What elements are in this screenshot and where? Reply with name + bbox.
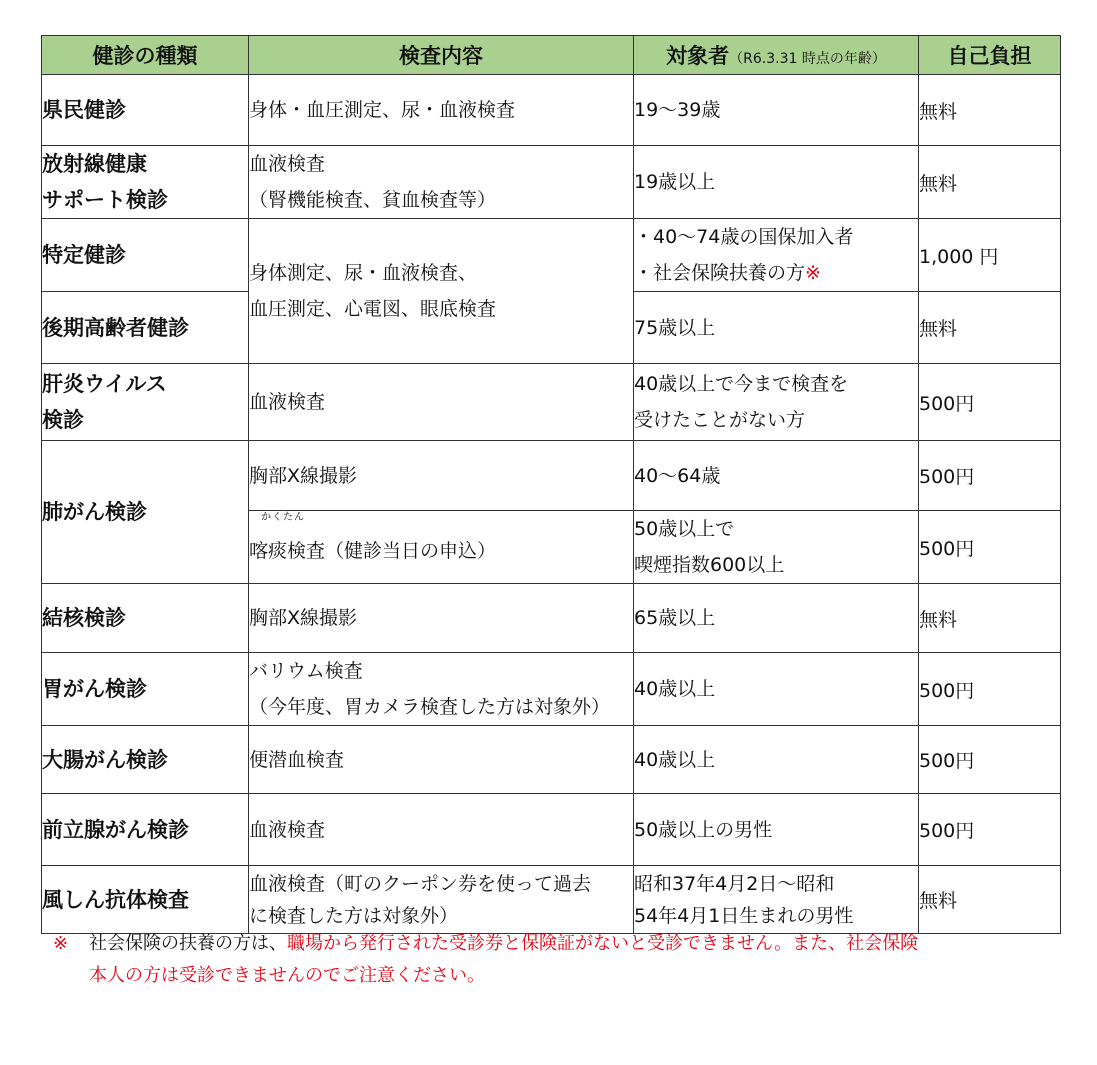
exam-target: 19～39歳	[634, 75, 919, 146]
exam-fee: 無料	[919, 146, 1061, 219]
exam-content: 身体・血圧測定、尿・血液検査	[249, 75, 634, 146]
note-mark: ※	[805, 262, 821, 284]
table-row	[42, 726, 1061, 794]
footnote	[53, 928, 1053, 992]
exam-target: 50歳以上で 喫煙指数600以上	[634, 511, 919, 584]
exam-target: 50歳以上の男性	[634, 794, 919, 866]
ruby-kakutan: かくたん	[261, 512, 305, 523]
header-target-label: 対象者	[666, 44, 730, 68]
table-row	[42, 441, 1061, 511]
exam-target: 40歳以上	[634, 726, 919, 794]
exam-target: 19歳以上	[634, 146, 919, 219]
header-row	[42, 36, 1061, 75]
table-row	[42, 75, 1061, 146]
exam-fee: 500円	[919, 441, 1061, 511]
exam-content-shared: 身体測定、尿・血液検査、 血圧測定、心電図、眼底検査	[249, 219, 634, 364]
table-row	[42, 653, 1061, 726]
header-target	[634, 36, 919, 75]
exam-content: 胸部X線撮影	[249, 584, 634, 653]
exam-fee: 500円	[919, 653, 1061, 726]
table-row	[42, 219, 1061, 292]
exam-content: 血液検査	[249, 794, 634, 866]
exam-name: 肺がん検診	[42, 441, 249, 584]
exam-target: ・40～74歳の国保加入者 ・社会保険扶養の方※	[634, 219, 919, 292]
exam-fee: 無料	[919, 75, 1061, 146]
header-content: 検査内容	[249, 36, 634, 75]
exam-content: かくたん 喀痰検査（健診当日の申込）	[249, 511, 634, 584]
exam-fee: 無料	[919, 584, 1061, 653]
table-row	[42, 146, 1061, 219]
table-row	[42, 794, 1061, 866]
exam-fee: 500円	[919, 726, 1061, 794]
header-target-note: （R6.3.31 時点の年齢）	[729, 51, 886, 67]
exam-name: 風しん抗体検査	[42, 866, 249, 934]
exam-content: 便潜血検査	[249, 726, 634, 794]
exam-target: 昭和37年4月2日～昭和 54年4月1日生まれの男性	[634, 866, 919, 934]
exam-content: バリウム検査 （今年度、胃カメラ検査した方は対象外）	[249, 653, 634, 726]
table-row	[42, 866, 1061, 934]
table-row	[42, 584, 1061, 653]
exam-fee: 1,000 円	[919, 219, 1061, 292]
exam-target: 75歳以上	[634, 292, 919, 364]
exam-fee: 500円	[919, 794, 1061, 866]
exam-target: 40～64歳	[634, 441, 919, 511]
exam-target: 65歳以上	[634, 584, 919, 653]
exam-content: 血液検査（町のクーポン券を使って過去 に検査した方は対象外）	[249, 866, 634, 934]
kenshin-table	[41, 35, 1061, 934]
exam-name: 結核検診	[42, 584, 249, 653]
exam-fee: 500円	[919, 364, 1061, 441]
footnote-line1: ※ 社会保険の扶養の方は、職場から発行された受診券と保険証がないと受診できません。また、社会保険	[53, 928, 1053, 960]
exam-content: 血液検査	[249, 364, 634, 441]
exam-name: 後期高齢者健診	[42, 292, 249, 364]
table-row	[42, 364, 1061, 441]
exam-name: 特定健診	[42, 219, 249, 292]
footnote-warning: 職場から発行された受診券と保険証がないと受診できません。	[287, 933, 793, 954]
header-type: 健診の種類	[42, 36, 249, 75]
exam-fee: 無料	[919, 292, 1061, 364]
exam-fee: 500円	[919, 511, 1061, 584]
exam-name: 前立腺がん検診	[42, 794, 249, 866]
header-fee: 自己負担	[919, 36, 1061, 75]
exam-name: 県民健診	[42, 75, 249, 146]
exam-content: 血液検査 （腎機能検査、貧血検査等）	[249, 146, 634, 219]
exam-target: 40歳以上	[634, 653, 919, 726]
footnote-line2: 本人の方は受診できませんのでご注意ください。	[89, 965, 485, 986]
exam-name: 大腸がん検診	[42, 726, 249, 794]
footnote-mark: ※	[53, 933, 69, 954]
exam-name: 胃がん検診	[42, 653, 249, 726]
exam-target: 40歳以上で今まで検査を 受けたことがない方	[634, 364, 919, 441]
exam-fee: 無料	[919, 866, 1061, 934]
exam-name: 肝炎ウイルス 検診	[42, 364, 249, 441]
exam-name: 放射線健康 サポート検診	[42, 146, 249, 219]
exam-content: 胸部X線撮影	[249, 441, 634, 511]
